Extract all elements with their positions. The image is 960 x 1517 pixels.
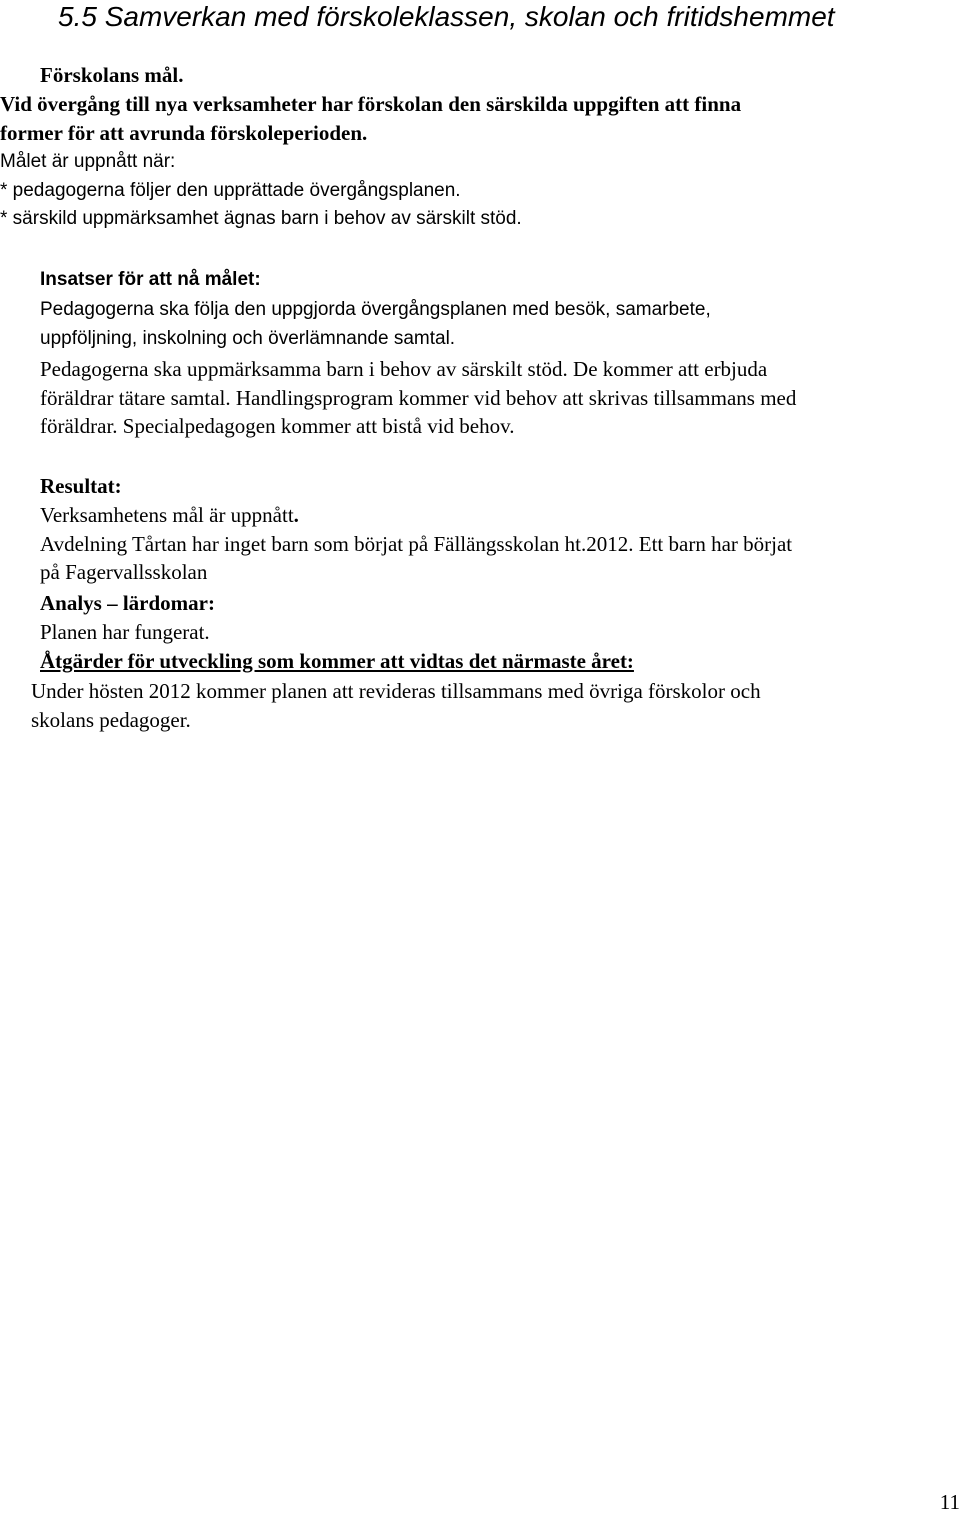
achieved-intro: Målet är uppnått när: [0, 151, 176, 172]
goal-line: former för att avrunda förskoleperioden. [0, 120, 368, 145]
actions-line: Under hösten 2012 kommer planen att revideras tillsammans med övriga förskolor och [31, 679, 761, 703]
actions-text [31, 677, 761, 734]
result-status-dot: . [293, 503, 299, 527]
result-line: på Fagervallsskolan [40, 560, 208, 584]
achieved-item: * särskild uppmärksamhet ägnas barn i behov av särskilt stöd. [0, 208, 522, 229]
efforts-line: Pedagogerna ska uppmärksamma barn i behov av särskilt stöd. De kommer att erbjuda [40, 357, 768, 381]
achieved-item: * pedagogerna följer den upprättade övergångsplanen. [0, 179, 461, 201]
result-line [40, 501, 792, 530]
analysis-text: Planen har fungerat. [40, 620, 210, 644]
analysis-title: Analys – lärdomar: [40, 591, 215, 615]
efforts-text [40, 296, 711, 353]
actions-line: skolans pedagoger. [31, 707, 191, 732]
page-number: 11 [939, 1490, 960, 1514]
section-heading: 5.5 Samverkan med förskoleklassen, skolan och fritidshemmet [58, 1, 835, 32]
goal-line: Vid övergång till nya verksamheter har förskolan den särskilda uppgiften att finna [0, 92, 742, 116]
achieved-list [0, 148, 522, 234]
actions-title: Åtgärder för utveckling som kommer att vidtas det närmaste året: [40, 649, 634, 673]
efforts-line: föräldrar. Specialpedagogen kommer att bistå vid behov. [40, 414, 515, 438]
goal-title: Förskolans mål. [40, 63, 184, 87]
efforts-title: Insatser för att nå målet: [40, 269, 261, 290]
efforts-text-2 [40, 355, 796, 441]
result-text [40, 501, 792, 587]
result-line: Avdelning Tårtan har inget barn som börjat på Fällängsskolan ht.2012. Ett barn har börjat [40, 531, 793, 556]
goal-text [0, 90, 741, 147]
efforts-line: Pedagogerna ska följa den uppgjorda övergångsplanen med besök, samarbete, [40, 299, 711, 320]
result-status: Verksamhetens mål är uppnått [40, 503, 294, 527]
efforts-line: uppföljning, inskolning och överlämnande samtal. [40, 327, 456, 349]
result-title: Resultat: [40, 474, 122, 498]
efforts-line: föräldrar tätare samtal. Handlingsprogram kommer vid behov att skrivas tillsammans med [40, 385, 797, 410]
